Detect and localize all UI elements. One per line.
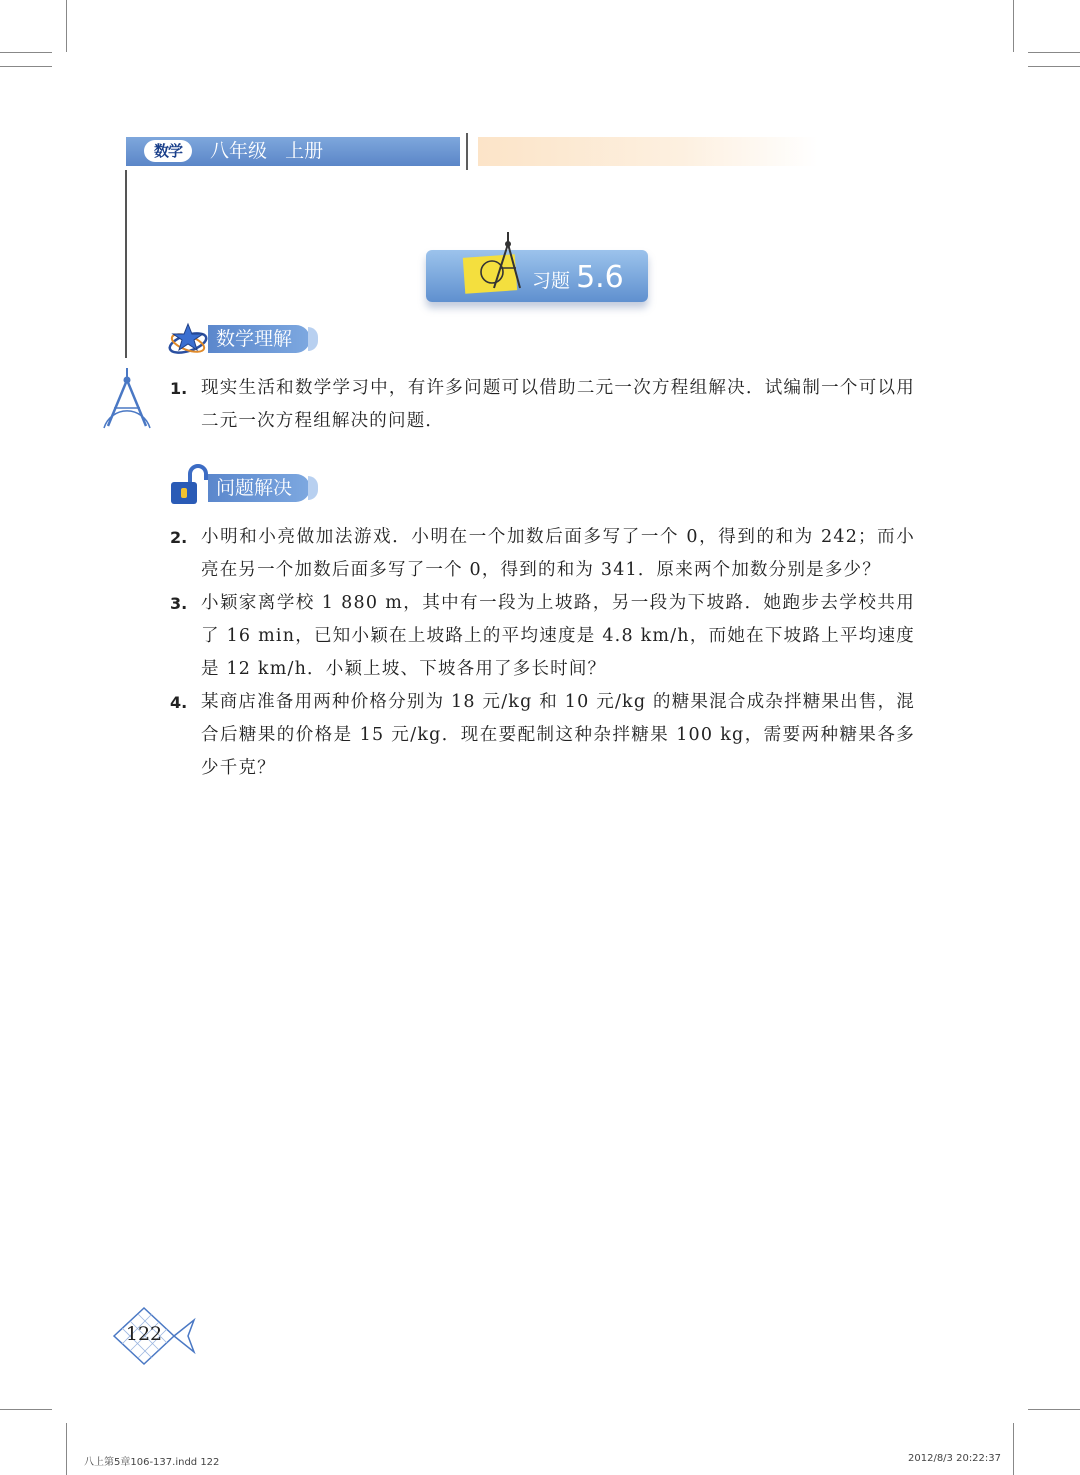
- problem-text: 某商店准备用两种价格分别为 18 元/kg 和 10 元/kg 的糖果混合成杂拌糖果出售，混合后糖果的价格是 15 元/kg．现在要配制这种杂拌糖果 100 kg，需要两种糖果各多少千克？: [201, 692, 915, 778]
- left-margin-rule: [125, 170, 127, 358]
- footer-timestamp: 2012/8/3 20:22:37: [908, 1453, 1002, 1464]
- page-number: 122: [125, 1323, 163, 1345]
- crop-mark: [0, 66, 52, 67]
- problem-text: 小颖家离学校 1 880 m，其中有一段为上坡路，另一段为下坡路．她跑步去学校共用了 16 min，已知小颖在上坡路上的平均速度是 4.8 km/h，而她在下坡路上平均速度是 12 km/h．小颖上坡、下坡各用了多长时间？: [201, 593, 915, 679]
- crop-mark: [0, 1409, 52, 1410]
- crop-mark: [1013, 1423, 1014, 1475]
- crop-mark: [1028, 52, 1080, 53]
- crop-mark: [1028, 66, 1080, 67]
- problem-number: 3.: [170, 594, 188, 613]
- section-title-problem-solving: 问题解决: [208, 474, 310, 502]
- problem-number: 4.: [170, 693, 188, 712]
- footer-file-info: 八上第5章106-137.indd 122: [84, 1457, 220, 1468]
- crop-mark: [0, 52, 52, 53]
- section-title-understanding: 数学理解: [208, 325, 310, 353]
- problem-item: [170, 372, 915, 438]
- header-grade-text: 八年级 上册: [210, 140, 324, 162]
- header-divider: [466, 133, 468, 170]
- compass-decoration-icon: [100, 366, 154, 432]
- problem-number: 2.: [170, 528, 188, 547]
- problem-item: [170, 686, 915, 785]
- crop-mark: [66, 0, 67, 52]
- exercise-title: [532, 258, 624, 298]
- crop-mark: [1028, 1409, 1080, 1410]
- crop-mark: [66, 1423, 67, 1475]
- problem-number: 1.: [170, 379, 188, 398]
- problem-text: 小明和小亮做加法游戏．小明在一个加数后面多写了一个 0，得到的和为 242；而小亮在另一个加数后面多写了一个 0，得到的和为 341．原来两个加数分别是多少？: [201, 527, 915, 580]
- problem-text: 现实生活和数学学习中，有许多问题可以借助二元一次方程组解决．试编制一个可以用二元一次方程组解决的问题．: [201, 378, 915, 431]
- crop-mark: [1013, 0, 1014, 52]
- open-lock-icon: [168, 464, 212, 508]
- exercise-label: 习题: [532, 270, 571, 292]
- problem-item: [170, 521, 915, 587]
- compass-icon: [478, 228, 528, 294]
- subject-badge: 数学: [144, 140, 192, 162]
- header-fade-band: [478, 137, 818, 166]
- problem-item: [170, 587, 915, 686]
- star-atom-icon: [166, 322, 214, 358]
- exercise-number: 5.6: [576, 260, 624, 295]
